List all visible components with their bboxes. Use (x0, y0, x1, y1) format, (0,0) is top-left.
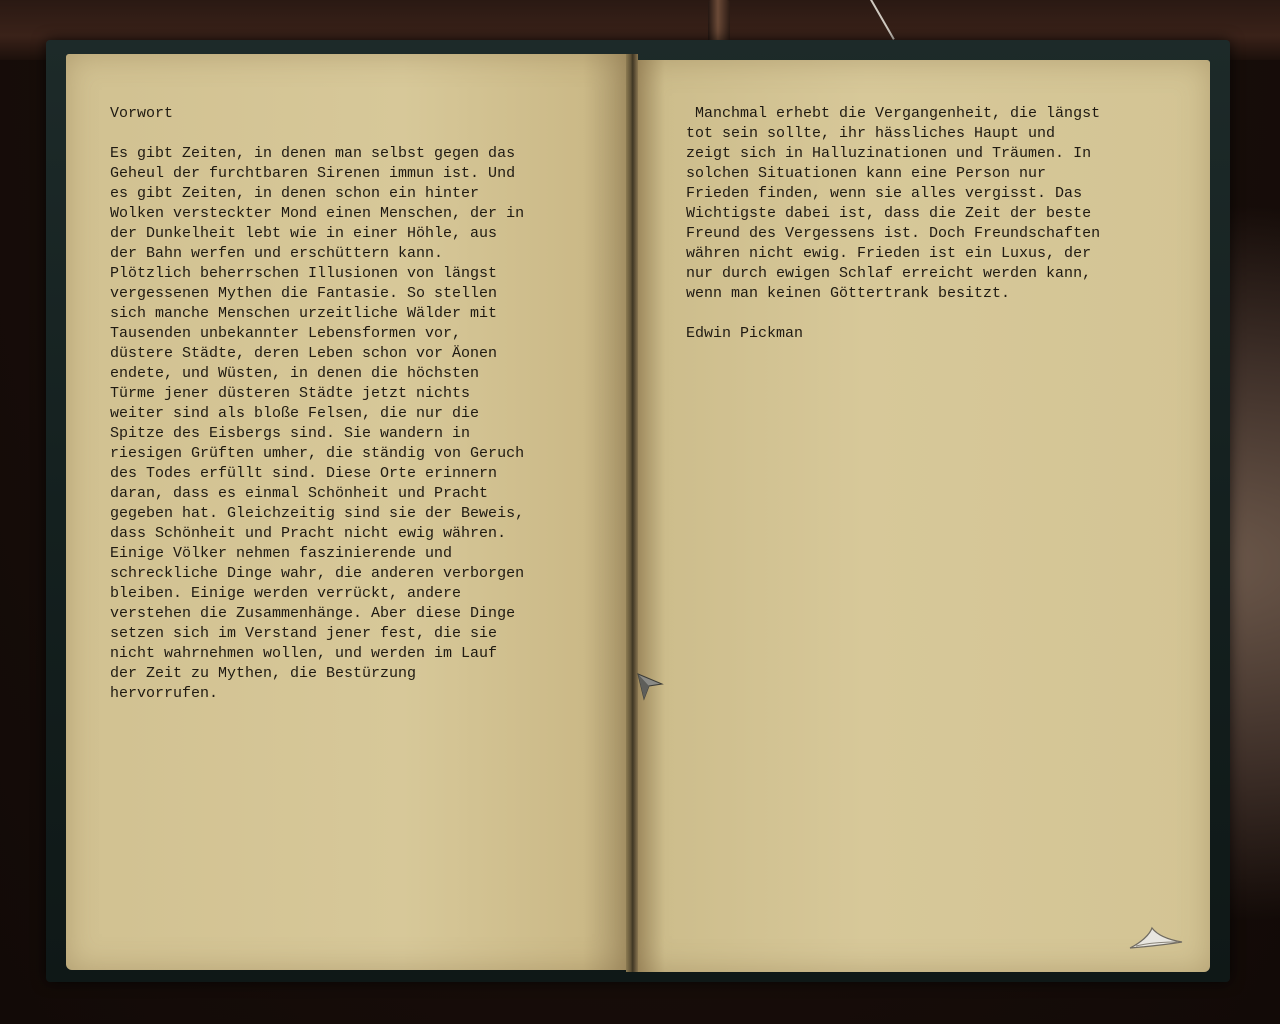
left-text-line: nicht wahrnehmen wollen, und werden im Lauf (110, 645, 498, 662)
right-text-line: Frieden finden, wenn sie alles vergisst. Das (686, 185, 1083, 202)
left-text-line: Spitze des Eisbergs sind. Sie wandern in (110, 425, 471, 442)
left-text-line: Türme jener düsteren Städte jetzt nichts (110, 385, 471, 402)
left-text-line: dass Schönheit und Pracht nicht ewig währen. (110, 525, 507, 542)
right-text-line: Freund des Vergessens ist. Doch Freundschaften (686, 225, 1101, 242)
left-text-line: bleiben. Einige werden verrückt, andere (110, 585, 462, 602)
right-text-line: Wichtigste dabei ist, dass die Zeit der beste (686, 205, 1092, 222)
left-text-line: hervorrufen. (110, 685, 219, 702)
left-text-line: sich manche Menschen urzeitliche Wälder mit (110, 305, 498, 322)
left-text-line: schreckliche Dinge wahr, die anderen verborgen (110, 565, 525, 582)
arrow-pointer-icon (636, 672, 666, 702)
left-text-line: Geheul der furchtbaren Sirenen immun ist. Und (110, 165, 516, 182)
left-text-line: der Bahn werfen und erschüttern kann. (110, 245, 444, 262)
left-text-line: setzen sich im Verstand jener fest, die sie (110, 625, 498, 642)
right-text-line: solchen Situationen kann eine Person nur (686, 165, 1047, 182)
left-text-line: verstehen die Zusammenhänge. Aber diese Dinge (110, 605, 516, 622)
right-text-line: nur durch ewigen Schlaf erreicht werden kann, (686, 265, 1092, 282)
right-text-line: währen nicht ewig. Frieden ist ein Luxus, der (686, 245, 1092, 262)
left-text-line: gegeben hat. Gleichzeitig sind sie der Beweis, (110, 505, 525, 522)
left-text-line: Tausenden unbekannter Lebensformen vor, (110, 325, 462, 342)
left-text-line: der Dunkelheit lebt wie in einer Höhle, aus (110, 225, 498, 242)
next-page-arrow-icon[interactable] (1128, 924, 1184, 954)
signature: Edwin Pickman (686, 325, 804, 342)
left-text-line: Plötzlich beherrschen Illusionen von längst (110, 265, 498, 282)
left-text-line: Wolken versteckter Mond einen Menschen, der in (110, 205, 525, 222)
blank-line (686, 304, 1186, 324)
right-text-line: tot sein sollte, ihr hässliches Haupt und (686, 125, 1056, 142)
left-text-line: vergessenen Mythen die Fantasie. So stellen (110, 285, 498, 302)
left-text-line: Es gibt Zeiten, in denen man selbst gegen das (110, 145, 516, 162)
left-text-line: Einige Völker nehmen faszinierende und (110, 545, 453, 562)
left-text-line: des Todes erfüllt sind. Diese Orte erinnern (110, 465, 498, 482)
left-text-line: es gibt Zeiten, in denen schon ein hinter (110, 185, 480, 202)
left-text-line: riesigen Grüften umher, die ständig von Geruch (110, 445, 525, 462)
right-page-text (686, 104, 1186, 344)
left-text-line: endete, und Wüsten, in denen die höchsten (110, 365, 480, 382)
blank-line (110, 124, 610, 144)
left-text-line: der Zeit zu Mythen, die Bestürzung (110, 665, 417, 682)
right-text-line: Manchmal erhebt die Vergangenheit, die längst (686, 105, 1101, 122)
right-text-line: zeigt sich in Halluzinationen und Träumen. In (686, 145, 1092, 162)
left-text-line: daran, dass es einmal Schönheit und Pracht (110, 485, 489, 502)
left-text-line: weiter sind als bloße Felsen, die nur die (110, 405, 480, 422)
left-text-line: düstere Städte, deren Leben schon vor Äonen (110, 345, 498, 362)
book-spine (626, 54, 638, 972)
preface-title: Vorwort (110, 105, 174, 122)
left-page-text (110, 104, 610, 704)
right-text-line: wenn man keinen Göttertrank besitzt. (686, 285, 1011, 302)
